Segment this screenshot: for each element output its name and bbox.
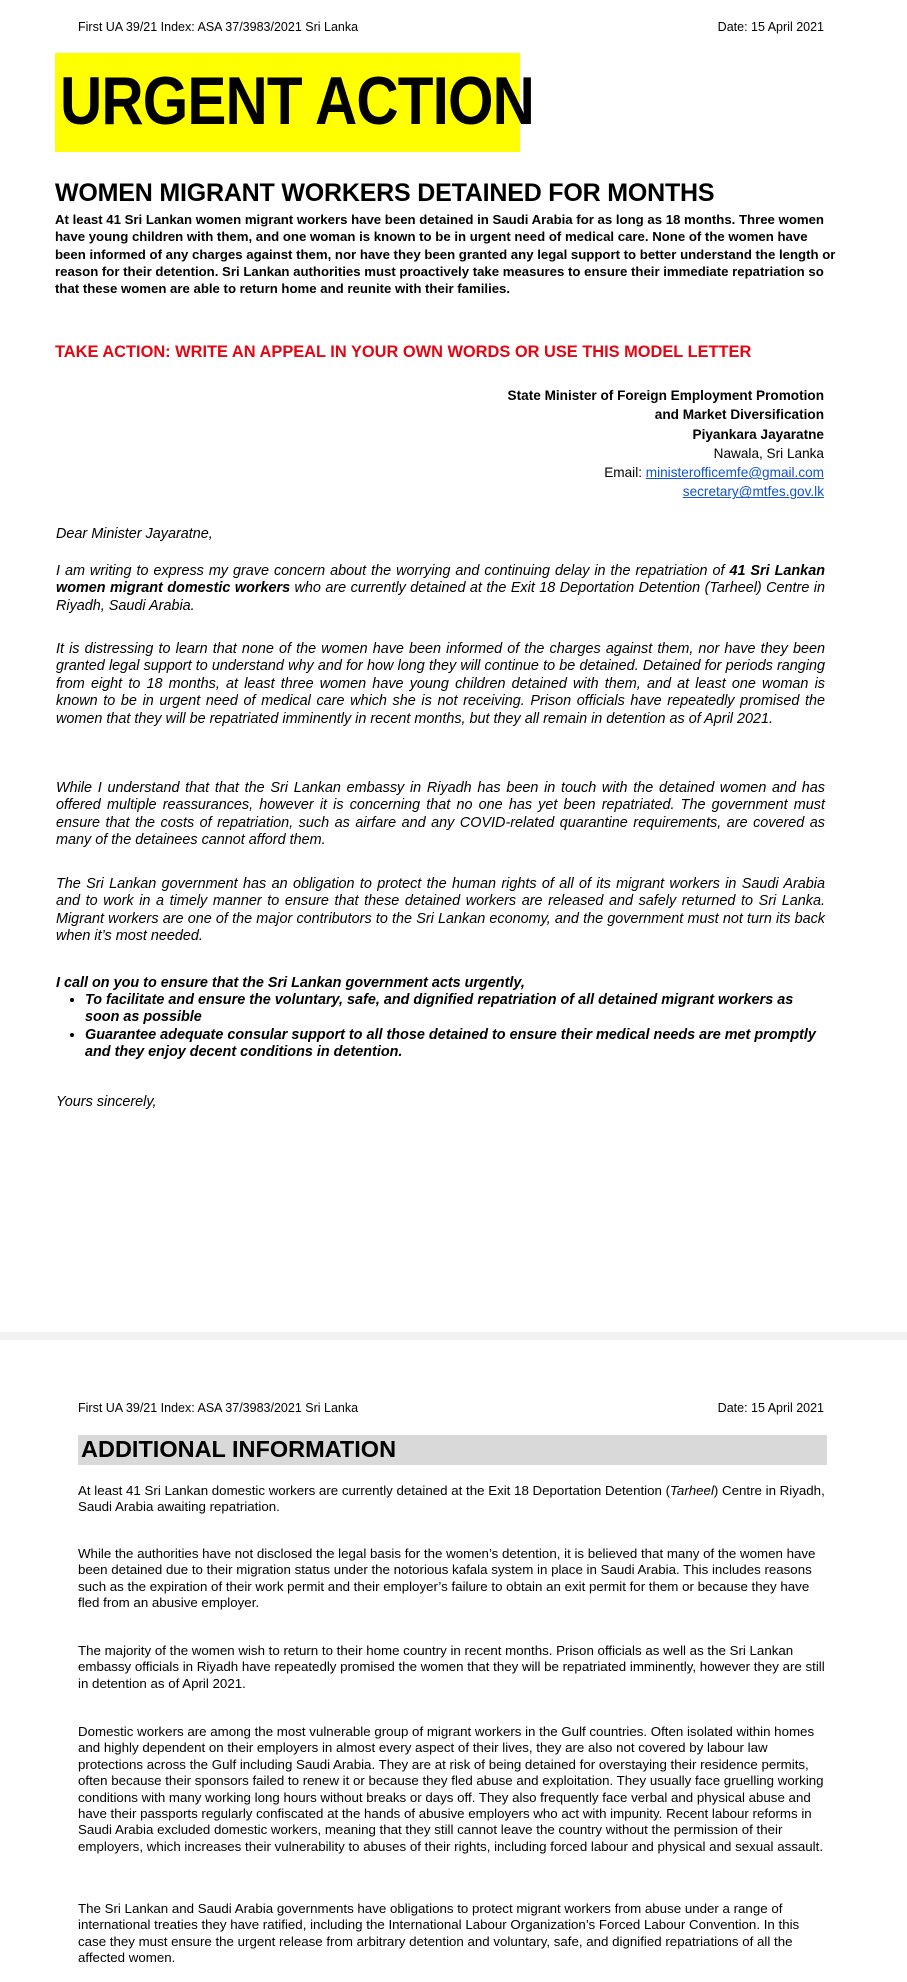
letter-paragraph-2: It is distressing to learn that none of the women have been informed of the charges against them, nor have they been granted legal support to understand why and for how long they will continue to be detained. Detained for periods ranging from eight to 18 months, at least three women have young children detained with them, and at least one woman is known to be in urgent need of medical care which she is not receiving. Prison officials have repeatedly promised the women that they will be repatriated imminently in recent months, but they all remain in detention as of April 2021. bbox=[56, 641, 825, 727]
list-item: • To facilitate and ensure the voluntary, safe, and dignified repatriation of all detained migrant workers as soon as possible bbox=[85, 992, 825, 1027]
document-date: Date: 15 April 2021 bbox=[717, 1401, 824, 1415]
address-line: Nawala, Sri Lanka bbox=[713, 445, 824, 461]
document-index: First UA 39/21 Index: ASA 37/3983/2021 Sri Lanka bbox=[78, 1401, 359, 1415]
take-action-heading: TAKE ACTION: WRITE AN APPEAL IN YOUR OWN WORDS OR USE THIS MODEL LETTER bbox=[55, 343, 752, 361]
info-paragraph-1 bbox=[78, 1483, 827, 1516]
document-index: First UA 39/21 Index: ASA 37/3983/2021 Sri Lanka bbox=[78, 20, 359, 34]
banner-text: URGENT ACTION bbox=[60, 63, 534, 139]
text-run: who are currently detained at the Exit 18 Deportation Detention (Tarheel) Centre in Riyadh, Saudi Arabia. bbox=[56, 580, 825, 614]
letter-paragraph-1 bbox=[56, 563, 825, 615]
call-to-action: I call on you to ensure that the Sri Lankan government acts urgently, bbox=[56, 975, 525, 991]
info-paragraph-5: The Sri Lankan and Saudi Arabia governments have obligations to protect migrant workers from abuse under a range of international treaties they have ratified, including the International Labour Organization’s Forced Labour Convention. In this case they must ensure the urgent release from arbitrary detention and voluntary, safe, and dignified repatriations of all the affected women. bbox=[78, 1901, 800, 1966]
address-line: Piyankara Jayaratne bbox=[692, 426, 824, 442]
info-paragraph-3: The majority of the women wish to return to their home country in recent months. Prison officials as well as the Sri Lankan embassy officials in Riyadh have repeatedly promised the women that they will be repatriated imminently, however they are still in detention as of April 2021. bbox=[78, 1643, 825, 1691]
document-date: Date: 15 April 2021 bbox=[717, 20, 824, 34]
urgent-action-banner bbox=[55, 53, 534, 152]
address-line: State Minister of Foreign Employment Promotion bbox=[507, 388, 824, 403]
italic-text-run: Tarheel bbox=[670, 1483, 714, 1498]
address-line: and Market Diversification bbox=[654, 407, 824, 423]
text-run: At least 41 Sri Lankan domestic workers are currently detained at the Exit 18 Deportation Detention ( bbox=[78, 1483, 671, 1498]
additional-information-heading bbox=[78, 1435, 827, 1465]
info-paragraph-2: While the authorities have not disclosed the legal basis for the women’s detention, it is believed that many of the women have been detained due to their migration status under the notorious kafala system in place in Saudi Arabia. This includes reasons such as the expiration of their work permit and their employer’s failure to obtain an exit permit for them or because they have fled from an abusive employer. bbox=[78, 1546, 816, 1611]
letter-paragraph-3: While I understand that that the Sri Lankan embassy in Riyadh has been in touch with the detained women and has offered multiple reassurances, however it is concerning that no one has yet been repatriated. The government must ensure that the costs of repatriation, such as airfare and any COVID-related quarantine requirements, are covered as many of the detainees cannot afford them. bbox=[56, 780, 825, 849]
list-item: • Guarantee adequate consular support to all those detained to ensure their medical needs are met promptly and they enjoy decent conditions in detention. bbox=[85, 1027, 825, 1062]
section-heading-text: ADDITIONAL INFORMATION bbox=[81, 1436, 397, 1462]
letter-paragraph-4: The Sri Lankan government has an obligation to protect the human rights of all of its migrant workers in Saudi Arabia and to work in a timely manner to ensure that these detained workers are released and safely returned to Sri Lanka. Migrant workers are one of the major contributors to the Sri Lankan economy, and the government must not turn its back when it’s most needed. bbox=[56, 876, 825, 945]
email-link-ministeroffice[interactable]: ministerofficemfe@gmail.com bbox=[645, 465, 824, 481]
summary-paragraph: At least 41 Sri Lankan women migrant workers have been detained in Saudi Arabia for as long as 18 months. Three women have young children with them, and one woman is known to be in urgent need of medical care. None of the women have been informed of any charges against them, nor have they been granted any legal support to better understand the length or reason for their detention. Sri Lankan authorities must proactively take measures to ensure their immediate repatriation so that these women are able to return home and reunite with their families. bbox=[55, 212, 836, 297]
text-run: ) Centre in Riyadh, Saudi Arabia awaiting repatriation. bbox=[78, 1483, 825, 1515]
email-label: Email: bbox=[604, 465, 646, 481]
bold-text-run: 41 Sri Lankan women migrant domestic workers bbox=[56, 563, 825, 597]
closing: Yours sincerely, bbox=[56, 1094, 157, 1110]
email-line bbox=[508, 463, 824, 482]
email-link-secretary[interactable]: secretary@mtfes.gov.lk bbox=[682, 484, 824, 500]
salutation: Dear Minister Jayaratne, bbox=[56, 526, 213, 542]
page-title: WOMEN MIGRANT WORKERS DETAINED FOR MONTHS bbox=[55, 179, 715, 207]
page-separator bbox=[0, 1332, 907, 1340]
info-paragraph-4: Domestic workers are among the most vulnerable group of migrant workers in the Gulf countries. Often isolated within homes and highly dependent on their employers in almost every aspect of their lives, they are also not covered by labour law protections across the Gulf including Saudi Arabia. They are at risk of being detained for overstaying their residence permits, often because their sponsors failed to renew it or because they fled abuse and exploitation. They usually face gruelling working conditions with many working long hours without breaks or days off. They also frequently face verbal and physical abuse and have their passports regularly confiscated at the hands of abusive employers who act with impunity. Recent labour reforms in Saudi Arabia excluded domestic workers, meaning that they still cannot leave the country without the permission of their employers, which increases their vulnerability to abuses of their rights, including forced labour and physical and sexual assault. bbox=[78, 1724, 824, 1854]
text-run: I am writing to express my grave concern about the worrying and continuing delay in the repatriation of bbox=[56, 563, 730, 579]
recipient-address bbox=[508, 386, 824, 502]
demand-list bbox=[56, 992, 825, 1062]
